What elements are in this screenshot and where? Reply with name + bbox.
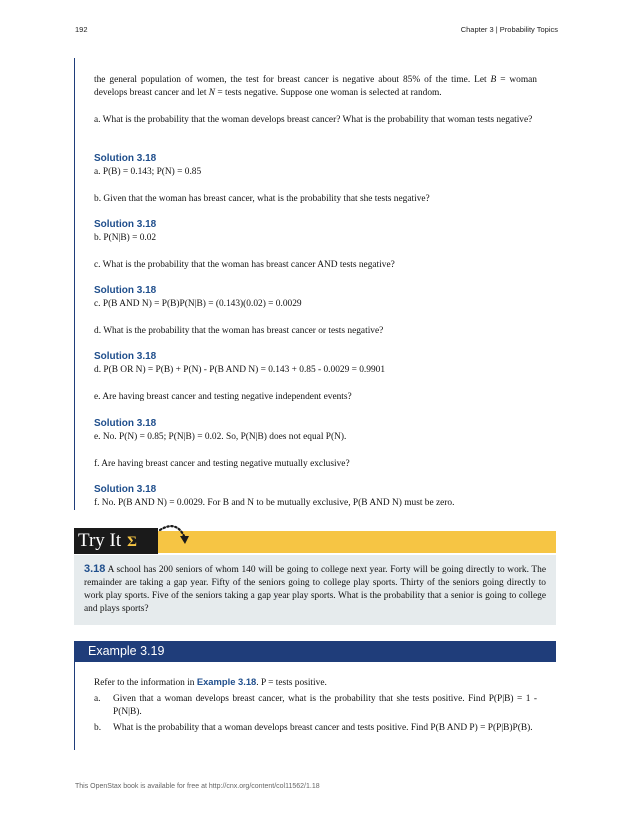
solution-heading-a: Solution 3.18	[94, 153, 157, 164]
dotted-arrow-icon	[158, 522, 194, 550]
solution-heading-c: Solution 3.18	[94, 285, 157, 296]
example-intro: Refer to the information in Example 3.18. P = tests positive.	[94, 676, 327, 688]
exercise-number: 3.18	[84, 563, 106, 575]
chapter-header: Chapter 3 | Probability Topics	[460, 25, 558, 34]
solution-heading-e: Solution 3.18	[94, 418, 157, 429]
question-b: b. Given that the woman has breast cancer, what is the probability that she tests negative?	[94, 194, 430, 204]
footer-note: This OpenStax book is available for free at http://cnx.org/content/col11562/1.18	[75, 783, 320, 790]
solution-heading-d: Solution 3.18	[94, 351, 157, 362]
question-d: d. What is the probability that the woman has breast cancer or tests negative?	[94, 326, 384, 336]
question-a: a. What is the probability that the woman develops breast cancer? What is the probability that woman tests negative?	[94, 115, 533, 125]
example-title-bar: Example 3.19	[74, 641, 556, 662]
question-f: f. Are having breast cancer and testing negative mutually exclusive?	[94, 459, 350, 469]
sigma-icon: Σ	[127, 534, 137, 550]
example-item-a: a. Given that a woman develops breast cancer, what is the probability that she tests positive. Find P(P|B) = 1 - P(N|B).	[94, 694, 537, 717]
answer-f: f. No. P(B AND N) = 0.0029. For B and N to be mutually exclusive, P(B AND N) must be zero.	[94, 498, 455, 508]
question-c: c. What is the probability that the woman has breast cancer AND tests negative?	[94, 260, 395, 270]
answer-a: a. P(B) = 0.143; P(N) = 0.85	[94, 167, 202, 177]
example-link[interactable]: Example 3.18	[196, 676, 257, 687]
page-number: 192	[75, 25, 88, 34]
answer-c: c. P(B AND N) = P(B)P(N|B) = (0.143)(0.02) = 0.0029	[94, 299, 302, 309]
answer-e: e. No. P(N) = 0.85; P(N|B) = 0.02. So, P(N|B) does not equal P(N).	[94, 432, 347, 442]
try-it-label: Try It Σ	[74, 528, 158, 554]
example-item-b: b. What is the probability that a woman develops breast cancer and tests positive. Find P(B AND P) = P(P|B)P(B).	[94, 723, 533, 733]
try-it-exercise: 3.18 A school has 200 seniors of whom 140 will be going to college next year. Forty will be going directly to work. The remainder are taking a gap year. Fifty of the seniors going to college play sports. Thirty of the seniors going directly to work play sports. Five of the seniors taking a gap year play sports. What is the probability that a senior is going to college and plays sports?	[84, 563, 547, 614]
answer-d: d. P(B OR N) = P(B) + P(N) - P(B AND N) = 0.143 + 0.85 - 0.0029 = 0.9901	[94, 365, 386, 375]
intro-paragraph: the general population of women, the test for breast cancer is negative about 85% of the time. Let B = woman develops breast cancer and let N = tests negative. Suppose one woman is selected at random.	[94, 75, 537, 98]
question-e: e. Are having breast cancer and testing negative independent events?	[94, 392, 352, 402]
solution-heading-f: Solution 3.18	[94, 484, 157, 495]
answer-b: b. P(N|B) = 0.02	[94, 233, 157, 243]
solution-heading-b: Solution 3.18	[94, 219, 157, 230]
